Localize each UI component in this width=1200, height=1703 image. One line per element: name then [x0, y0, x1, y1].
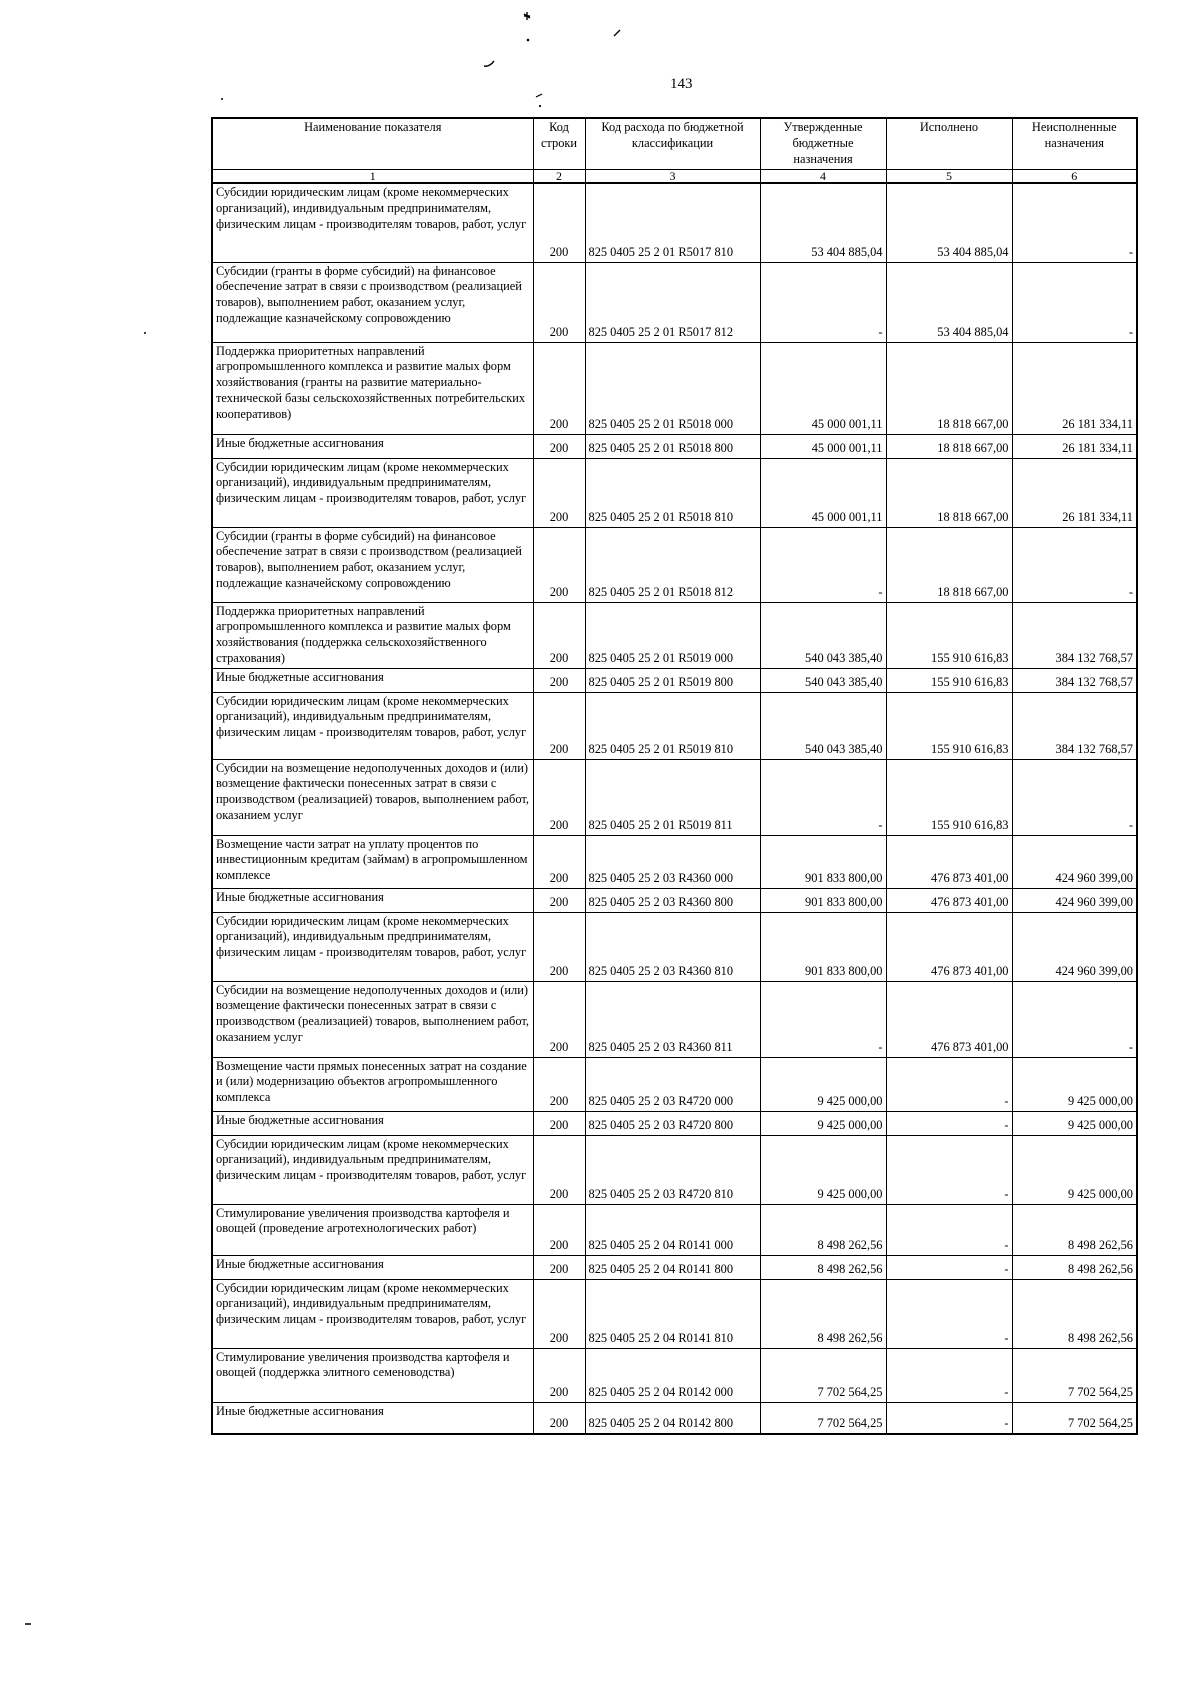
table-header-row [212, 118, 1137, 170]
row-approved-amount: - [760, 981, 886, 1057]
header-executed: Исполнено [886, 118, 1012, 170]
header-indicator-name: Наименование показателя [212, 118, 533, 170]
table-row [212, 1111, 1137, 1135]
row-indicator-name: Иные бюджетные ассигнования [212, 668, 533, 692]
row-indicator-name: Иные бюджетные ассигнования [212, 1402, 533, 1434]
row-executed-amount: 476 873 401,00 [886, 912, 1012, 981]
row-indicator-name: Поддержка приоритетных направлений агропромышленного комплекса и развитие малых форм хозяйствования (поддержка сельскохозяйственного страхования) [212, 602, 533, 668]
row-indicator-name: Субсидии юридическим лицам (кроме некоммерческих организаций), индивидуальным предпринимателям, физическим лицам - производителям товаров, работ, услуг [212, 912, 533, 981]
row-line-code: 200 [533, 602, 585, 668]
row-indicator-name: Субсидии (гранты в форме субсидий) на финансовое обеспечение затрат в связи с производством (реализацией товаров), выполнением работ, оказанием услуг, подлежащие казначейскому сопровождению [212, 527, 533, 602]
table-row [212, 1057, 1137, 1111]
header-line-code: Код строки [533, 118, 585, 170]
table-row [212, 1255, 1137, 1279]
row-unexecuted-amount: 8 498 262,56 [1012, 1204, 1137, 1255]
row-executed-amount: 18 818 667,00 [886, 527, 1012, 602]
row-indicator-name: Субсидии юридическим лицам (кроме некоммерческих организаций), индивидуальным предпринимателям, физическим лицам - производителям товаров, работ, услуг [212, 183, 533, 262]
row-approved-amount: 7 702 564,25 [760, 1402, 886, 1434]
row-indicator-name: Субсидии на возмещение недополученных доходов и (или) возмещение фактически понесенных затрат в связи с производством (реализацией) товаров, выполнением работ, оказанием услуг [212, 759, 533, 835]
row-budget-code: 825 0405 25 2 03 R4720 000 [585, 1057, 760, 1111]
row-unexecuted-amount: - [1012, 262, 1137, 342]
row-budget-code: 825 0405 25 2 04 R0141 810 [585, 1279, 760, 1348]
row-executed-amount: - [886, 1402, 1012, 1434]
row-unexecuted-amount: 26 181 334,11 [1012, 342, 1137, 434]
row-approved-amount: 8 498 262,56 [760, 1255, 886, 1279]
table-row [212, 1204, 1137, 1255]
row-approved-amount: 9 425 000,00 [760, 1111, 886, 1135]
row-approved-amount: 8 498 262,56 [760, 1279, 886, 1348]
row-unexecuted-amount: 384 132 768,57 [1012, 602, 1137, 668]
row-executed-amount: - [886, 1279, 1012, 1348]
row-budget-code: 825 0405 25 2 04 R0141 800 [585, 1255, 760, 1279]
row-indicator-name: Иные бюджетные ассигнования [212, 888, 533, 912]
column-number: 1 [212, 170, 533, 184]
row-budget-code: 825 0405 25 2 01 R5017 812 [585, 262, 760, 342]
row-unexecuted-amount: 9 425 000,00 [1012, 1135, 1137, 1204]
row-indicator-name: Иные бюджетные ассигнования [212, 1111, 533, 1135]
row-unexecuted-amount: 7 702 564,25 [1012, 1348, 1137, 1402]
row-executed-amount: - [886, 1111, 1012, 1135]
row-indicator-name: Субсидии юридическим лицам (кроме некоммерческих организаций), индивидуальным предпринимателям, физическим лицам - производителям товаров, работ, услуг [212, 458, 533, 527]
row-unexecuted-amount: - [1012, 527, 1137, 602]
row-approved-amount: 901 833 800,00 [760, 912, 886, 981]
row-line-code: 200 [533, 527, 585, 602]
row-line-code: 200 [533, 1135, 585, 1204]
page-number: 143 [670, 76, 693, 92]
row-budget-code: 825 0405 25 2 03 R4720 810 [585, 1135, 760, 1204]
row-indicator-name: Возмещение части затрат на уплату процентов по инвестиционным кредитам (займам) в агропромышленном комплексе [212, 835, 533, 888]
row-executed-amount: - [886, 1255, 1012, 1279]
row-executed-amount: 476 873 401,00 [886, 981, 1012, 1057]
row-unexecuted-amount: - [1012, 759, 1137, 835]
column-number: 6 [1012, 170, 1137, 184]
row-executed-amount: 155 910 616,83 [886, 602, 1012, 668]
row-line-code: 200 [533, 183, 585, 262]
row-indicator-name: Субсидии юридическим лицам (кроме некоммерческих организаций), индивидуальным предпринимателям, физическим лицам - производителям товаров, работ, услуг [212, 1279, 533, 1348]
row-approved-amount: 8 498 262,56 [760, 1204, 886, 1255]
column-number: 5 [886, 170, 1012, 184]
row-approved-amount: 901 833 800,00 [760, 888, 886, 912]
row-budget-code: 825 0405 25 2 01 R5017 810 [585, 183, 760, 262]
row-budget-code: 825 0405 25 2 01 R5018 000 [585, 342, 760, 434]
row-indicator-name: Субсидии (гранты в форме субсидий) на финансовое обеспечение затрат в связи с производством (реализацией товаров), выполнением работ, оказанием услуг, подлежащие казначейскому сопровождению [212, 262, 533, 342]
row-indicator-name: Субсидии юридическим лицам (кроме некоммерческих организаций), индивидуальным предпринимателям, физическим лицам - производителям товаров, работ, услуг [212, 692, 533, 759]
column-number: 3 [585, 170, 760, 184]
row-executed-amount: 53 404 885,04 [886, 183, 1012, 262]
header-budget-classification-code: Код расхода по бюджетной классификации [585, 118, 760, 170]
row-budget-code: 825 0405 25 2 01 R5018 800 [585, 434, 760, 458]
table-row [212, 981, 1137, 1057]
header-approved-appropriations: Утвержденные бюджетные назначения [760, 118, 886, 170]
column-number: 4 [760, 170, 886, 184]
table-row [212, 668, 1137, 692]
table-row [212, 434, 1137, 458]
row-approved-amount: 45 000 001,11 [760, 434, 886, 458]
table-row [212, 602, 1137, 668]
row-line-code: 200 [533, 692, 585, 759]
row-line-code: 200 [533, 888, 585, 912]
row-line-code: 200 [533, 1348, 585, 1402]
row-line-code: 200 [533, 912, 585, 981]
row-approved-amount: 540 043 385,40 [760, 692, 886, 759]
row-approved-amount: - [760, 262, 886, 342]
table-row [212, 262, 1137, 342]
row-indicator-name: Стимулирование увеличения производства картофеля и овощей (поддержка элитного семеноводства) [212, 1348, 533, 1402]
table-row [212, 1348, 1137, 1402]
row-unexecuted-amount: 26 181 334,11 [1012, 434, 1137, 458]
row-unexecuted-amount: - [1012, 981, 1137, 1057]
row-budget-code: 825 0405 25 2 01 R5019 800 [585, 668, 760, 692]
row-budget-code: 825 0405 25 2 01 R5018 812 [585, 527, 760, 602]
table-row [212, 1135, 1137, 1204]
row-budget-code: 825 0405 25 2 04 R0141 000 [585, 1204, 760, 1255]
row-executed-amount: - [886, 1348, 1012, 1402]
row-indicator-name: Иные бюджетные ассигнования [212, 1255, 533, 1279]
row-executed-amount: - [886, 1057, 1012, 1111]
table-row [212, 342, 1137, 434]
row-line-code: 200 [533, 262, 585, 342]
row-budget-code: 825 0405 25 2 03 R4360 810 [585, 912, 760, 981]
row-unexecuted-amount: - [1012, 183, 1137, 262]
row-executed-amount: 155 910 616,83 [886, 668, 1012, 692]
row-budget-code: 825 0405 25 2 04 R0142 000 [585, 1348, 760, 1402]
row-executed-amount: 18 818 667,00 [886, 458, 1012, 527]
row-approved-amount: 7 702 564,25 [760, 1348, 886, 1402]
row-line-code: 200 [533, 668, 585, 692]
row-indicator-name: Субсидии на возмещение недополученных доходов и (или) возмещение фактически понесенных затрат в связи с производством (реализацией) товаров, выполнением работ, оказанием услуг [212, 981, 533, 1057]
row-unexecuted-amount: 384 132 768,57 [1012, 692, 1137, 759]
row-line-code: 200 [533, 1255, 585, 1279]
row-line-code: 200 [533, 1279, 585, 1348]
row-line-code: 200 [533, 835, 585, 888]
table-row [212, 888, 1137, 912]
table-row [212, 759, 1137, 835]
row-line-code: 200 [533, 1204, 585, 1255]
row-executed-amount: 18 818 667,00 [886, 434, 1012, 458]
table-row [212, 912, 1137, 981]
row-executed-amount: 18 818 667,00 [886, 342, 1012, 434]
row-approved-amount: - [760, 759, 886, 835]
table-row [212, 458, 1137, 527]
row-executed-amount: 476 873 401,00 [886, 835, 1012, 888]
row-indicator-name: Субсидии юридическим лицам (кроме некоммерческих организаций), индивидуальным предпринимателям, физическим лицам - производителям товаров, работ, услуг [212, 1135, 533, 1204]
row-line-code: 200 [533, 1111, 585, 1135]
row-executed-amount: 155 910 616,83 [886, 759, 1012, 835]
table-body [212, 183, 1137, 1434]
column-number-row [212, 170, 1137, 184]
row-budget-code: 825 0405 25 2 03 R4720 800 [585, 1111, 760, 1135]
row-unexecuted-amount: 26 181 334,11 [1012, 458, 1137, 527]
row-budget-code: 825 0405 25 2 03 R4360 800 [585, 888, 760, 912]
column-number: 2 [533, 170, 585, 184]
row-executed-amount: 476 873 401,00 [886, 888, 1012, 912]
row-approved-amount: 540 043 385,40 [760, 602, 886, 668]
row-approved-amount: - [760, 527, 886, 602]
row-line-code: 200 [533, 759, 585, 835]
row-unexecuted-amount: 9 425 000,00 [1012, 1111, 1137, 1135]
row-unexecuted-amount: 8 498 262,56 [1012, 1279, 1137, 1348]
row-executed-amount: 155 910 616,83 [886, 692, 1012, 759]
row-approved-amount: 9 425 000,00 [760, 1135, 886, 1204]
row-unexecuted-amount: 424 960 399,00 [1012, 835, 1137, 888]
row-budget-code: 825 0405 25 2 01 R5019 000 [585, 602, 760, 668]
table-row [212, 1279, 1137, 1348]
row-executed-amount: - [886, 1204, 1012, 1255]
row-unexecuted-amount: 8 498 262,56 [1012, 1255, 1137, 1279]
row-line-code: 200 [533, 434, 585, 458]
row-line-code: 200 [533, 342, 585, 434]
row-approved-amount: 45 000 001,11 [760, 458, 886, 527]
row-unexecuted-amount: 384 132 768,57 [1012, 668, 1137, 692]
row-approved-amount: 53 404 885,04 [760, 183, 886, 262]
row-budget-code: 825 0405 25 2 03 R4360 000 [585, 835, 760, 888]
table-row [212, 835, 1137, 888]
budget-execution-table [211, 117, 1138, 1435]
row-approved-amount: 9 425 000,00 [760, 1057, 886, 1111]
row-indicator-name: Поддержка приоритетных направлений агропромышленного комплекса и развитие малых форм хозяйствования (гранты на развитие материально-технической базы сельскохозяйственных потребительских кооперативов) [212, 342, 533, 434]
table-row [212, 527, 1137, 602]
row-line-code: 200 [533, 458, 585, 527]
row-budget-code: 825 0405 25 2 03 R4360 811 [585, 981, 760, 1057]
table-row [212, 1402, 1137, 1434]
row-approved-amount: 540 043 385,40 [760, 668, 886, 692]
row-budget-code: 825 0405 25 2 01 R5019 810 [585, 692, 760, 759]
header-unexecuted-appropriations: Неисполненные назначения [1012, 118, 1137, 170]
row-approved-amount: 45 000 001,11 [760, 342, 886, 434]
row-unexecuted-amount: 424 960 399,00 [1012, 912, 1137, 981]
row-indicator-name: Возмещение части прямых понесенных затрат на создание и (или) модернизацию объектов агропромышленного комплекса [212, 1057, 533, 1111]
row-executed-amount: - [886, 1135, 1012, 1204]
table-row [212, 692, 1137, 759]
row-approved-amount: 901 833 800,00 [760, 835, 886, 888]
row-indicator-name: Иные бюджетные ассигнования [212, 434, 533, 458]
row-executed-amount: 53 404 885,04 [886, 262, 1012, 342]
row-unexecuted-amount: 424 960 399,00 [1012, 888, 1137, 912]
row-unexecuted-amount: 9 425 000,00 [1012, 1057, 1137, 1111]
table-row [212, 183, 1137, 262]
row-line-code: 200 [533, 981, 585, 1057]
row-budget-code: 825 0405 25 2 01 R5019 811 [585, 759, 760, 835]
row-line-code: 200 [533, 1057, 585, 1111]
row-budget-code: 825 0405 25 2 04 R0142 800 [585, 1402, 760, 1434]
row-budget-code: 825 0405 25 2 01 R5018 810 [585, 458, 760, 527]
row-line-code: 200 [533, 1402, 585, 1434]
row-unexecuted-amount: 7 702 564,25 [1012, 1402, 1137, 1434]
row-indicator-name: Стимулирование увеличения производства картофеля и овощей (проведение агротехнологических работ) [212, 1204, 533, 1255]
